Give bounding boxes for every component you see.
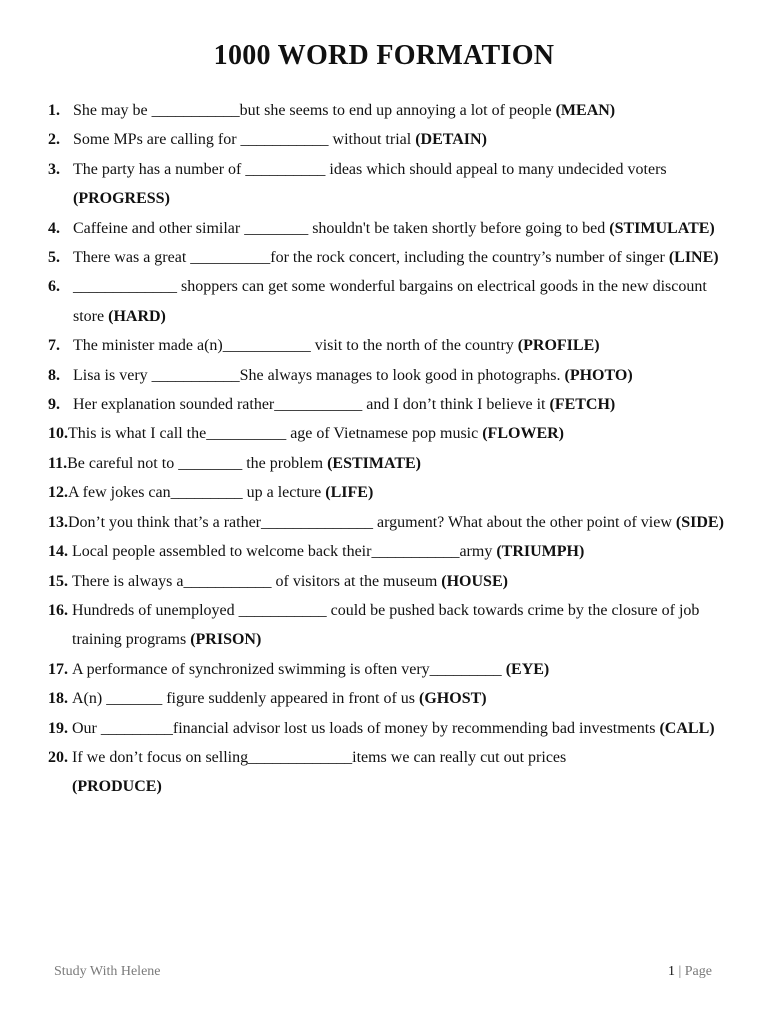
item-text: Some MPs are calling for ___________ without trial (73, 131, 412, 149)
item-number: 12. (48, 484, 68, 502)
item-body (73, 243, 728, 272)
list-item (48, 419, 728, 448)
item-body (73, 361, 728, 390)
item-keyword: (PRISON) (190, 631, 262, 649)
list-item (48, 537, 728, 566)
item-body (73, 214, 728, 243)
item-text: The party has a number of __________ ideas which should appeal to many undecided voters (73, 160, 667, 178)
item-keyword: (LINE) (668, 249, 719, 267)
item-number: 6. (48, 278, 60, 296)
item-keyword: (HARD) (108, 307, 166, 325)
footer-page-indicator (668, 964, 712, 980)
item-body (73, 331, 728, 360)
item-keyword: (ESTIMATE) (327, 454, 421, 472)
item-body (72, 714, 728, 743)
list-item (48, 743, 728, 802)
item-body (73, 155, 728, 214)
page-label: | Page (674, 964, 712, 979)
item-keyword: (PRODUCE) (72, 778, 162, 796)
exercise-list (48, 96, 728, 802)
item-text: There was a great __________for the rock concert, including the country’s number of singer (73, 249, 665, 267)
item-body (72, 596, 728, 655)
item-number: 15. (48, 572, 68, 590)
item-number: 4. (48, 219, 60, 237)
item-text: This is what I call the__________ age of Vietnamese pop music (68, 425, 479, 443)
list-item (48, 567, 728, 596)
item-text: If we don’t focus on selling_____________items we can really cut out prices (72, 748, 567, 766)
item-number: 7. (48, 337, 60, 355)
item-keyword: (SIDE) (675, 513, 724, 531)
item-keyword: (PROFILE) (517, 337, 600, 355)
item-text: Lisa is very ___________She always manages to look good in photographs. (73, 366, 561, 384)
item-keyword: (HOUSE) (441, 572, 508, 590)
item-keyword: (DETAIN) (415, 131, 487, 149)
item-body (72, 743, 728, 802)
list-item (48, 390, 728, 419)
item-number: 1. (48, 102, 60, 119)
item-number: 17. (48, 660, 68, 678)
item-number: 18. (48, 690, 68, 708)
footer-brand: Study With Helene (54, 964, 161, 979)
item-text: Don’t you think that’s a rather______________ argument? What about the other point of view (68, 513, 672, 531)
item-body (72, 684, 728, 713)
item-text: Be careful not to ________ the problem (67, 454, 324, 472)
item-number: 19. (48, 719, 68, 737)
item-body (68, 478, 728, 507)
item-number: 13. (48, 513, 68, 531)
item-number: 16. (48, 601, 68, 619)
list-item (48, 125, 728, 154)
item-body (72, 567, 728, 596)
item-keyword: (EYE) (505, 660, 550, 678)
item-body (73, 272, 728, 331)
item-text: Her explanation sounded rather___________ and I don’t think I believe it (73, 396, 546, 414)
list-item (48, 596, 728, 655)
item-keyword: (GHOST) (419, 690, 487, 708)
item-body (67, 449, 728, 478)
item-body (72, 537, 728, 566)
item-body (73, 125, 728, 154)
item-keyword: (FLOWER) (482, 425, 564, 443)
item-keyword: (CALL) (659, 719, 715, 737)
list-item (48, 331, 728, 360)
list-item (48, 214, 728, 243)
item-text: A(n) _______ figure suddenly appeared in front of us (72, 690, 416, 708)
item-keyword: (FETCH) (549, 396, 616, 414)
item-number: 14. (48, 543, 68, 561)
item-body (73, 390, 728, 419)
list-item (48, 684, 728, 713)
item-number: 5. (48, 249, 60, 267)
list-item (48, 508, 728, 537)
item-text: Local people assembled to welcome back their___________army (72, 543, 493, 561)
item-number: 20. (48, 748, 68, 766)
item-body (68, 508, 728, 537)
list-item (48, 655, 728, 684)
item-number: 10. (48, 425, 68, 443)
item-body (72, 655, 728, 684)
item-keyword: (PHOTO) (564, 366, 633, 384)
item-number: 11. (48, 454, 68, 472)
list-item (48, 155, 728, 214)
list-item (48, 714, 728, 743)
item-number: 8. (48, 366, 60, 384)
item-text: There is always a___________ of visitors at the museum (72, 572, 438, 590)
item-number: 3. (48, 160, 60, 178)
item-text: She may be ___________but she seems to end up annoying a lot of people (73, 102, 552, 119)
page-number: 1 (667, 964, 675, 979)
item-text: _____________ shoppers can get some wonderful bargains on electrical goods in the new discount store (73, 278, 707, 325)
item-text: Hundreds of unemployed ___________ could be pushed back towards crime by the closure of job training programs (72, 601, 700, 649)
list-item (48, 272, 728, 331)
item-text: A few jokes can_________ up a lecture (68, 484, 322, 502)
item-body (73, 96, 728, 125)
item-text: A performance of synchronized swimming is often very_________ (72, 660, 502, 678)
page-title: 1000 WORD FORMATION (213, 40, 555, 71)
list-item (48, 243, 728, 272)
item-number: 2. (48, 131, 60, 149)
item-text: The minister made a(n)___________ visit to the north of the country (73, 337, 514, 355)
list-item (48, 361, 728, 390)
item-body (68, 419, 728, 448)
list-item (48, 449, 728, 478)
item-number: 9. (48, 396, 60, 414)
list-item (48, 478, 728, 507)
item-keyword: (MEAN) (555, 102, 616, 119)
item-keyword: (PROGRESS) (73, 190, 170, 208)
item-keyword: (STIMULATE) (609, 219, 715, 237)
item-text: Our _________financial advisor lost us loads of money by recommending bad investments (72, 719, 656, 737)
item-text: Caffeine and other similar ________ shouldn't be taken shortly before going to bed (73, 219, 606, 237)
item-keyword: (TRIUMPH) (496, 543, 585, 561)
list-item (48, 96, 728, 125)
item-keyword: (LIFE) (325, 484, 374, 502)
